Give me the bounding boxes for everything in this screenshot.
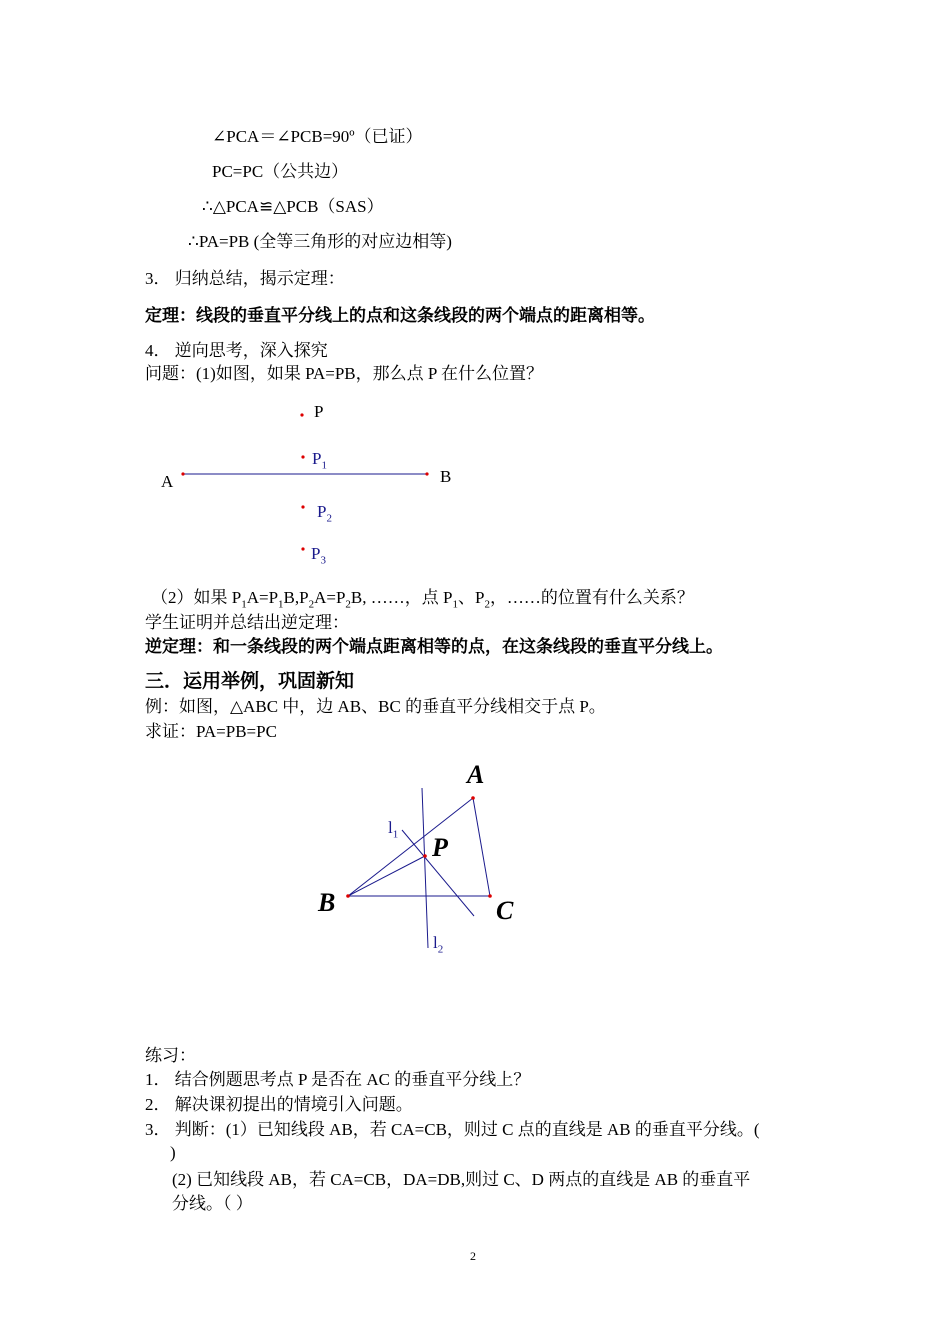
exercise-3: 3． 判断：(1）已知线段 AB，若 CA=CB，则过 C 点的直线是 AB 的垂直平分线。( bbox=[145, 1120, 760, 1139]
exercise-2: 2． 解决课初提出的情境引入问题。 bbox=[145, 1095, 413, 1114]
proof-line-3: ∴△PCA≌△PCB（SAS） bbox=[202, 197, 384, 216]
line-l2 bbox=[422, 788, 428, 948]
exercise-3-paren: ) bbox=[170, 1143, 176, 1162]
side-ac bbox=[473, 798, 490, 896]
label-p3: $P_3$ bbox=[311, 544, 326, 567]
exercise-1: 1． 结合例题思考点 P 是否在 AC 的垂直平分线上？ bbox=[145, 1070, 531, 1089]
point-a bbox=[181, 472, 184, 475]
point-p-tri bbox=[423, 854, 427, 858]
student-proof-note: 学生证明并总结出逆定理： bbox=[145, 613, 349, 632]
step-3-heading: 3． 归纳总结，揭示定理： bbox=[145, 269, 345, 288]
exercise-title: 练习： bbox=[145, 1046, 196, 1065]
theorem-statement: 定理：线段的垂直平分线上的点和这条线段的两个端点的距离相等。 bbox=[145, 306, 655, 325]
exercise-3-part-2: (2) 已知线段 AB，若 CA=CB，DA=DB,则过 C、D 两点的直线是 AB 的垂直平 bbox=[172, 1170, 751, 1189]
question-1: 问题：(1)如图，如果 PA=PB，那么点 P 在什么位置？ bbox=[145, 364, 543, 383]
side-ab bbox=[348, 798, 473, 896]
label-p2: $P_2$ bbox=[317, 502, 332, 525]
page-number: 2 bbox=[470, 1249, 476, 1263]
example-statement: 例：如图，△ABC 中，边 AB、BC 的垂直平分线相交于点 P。 bbox=[145, 697, 606, 716]
label-b: B bbox=[440, 467, 452, 486]
point-b bbox=[425, 472, 428, 475]
point-p2 bbox=[301, 505, 304, 508]
step-4-heading: 4． 逆向思考，深入探究 bbox=[145, 341, 328, 360]
converse-theorem: 逆定理：和一条线段的两个端点距离相等的点，在这条线段的垂直平分线上。 bbox=[145, 637, 723, 656]
point-p1 bbox=[301, 455, 304, 458]
label-a: A bbox=[161, 472, 174, 491]
label-b-tri: B bbox=[318, 888, 336, 917]
proof-line-2: PC=PC（公共边） bbox=[212, 162, 349, 181]
segment-pb bbox=[348, 856, 425, 896]
proof-line-4: ∴PA=PB (全等三角形的对应边相等) bbox=[188, 232, 452, 251]
point-a-tri bbox=[471, 796, 475, 800]
label-l2: $l_2$ bbox=[433, 933, 444, 956]
point-p3 bbox=[301, 547, 304, 550]
label-c-tri: C bbox=[496, 896, 514, 925]
label-p: P bbox=[314, 402, 324, 421]
label-p1: $P_1$ bbox=[312, 449, 327, 472]
label-p-tri: P bbox=[432, 833, 448, 862]
label-a-tri: A bbox=[467, 760, 485, 789]
prove-statement: 求证：PA=PB=PC bbox=[145, 722, 277, 741]
point-p bbox=[300, 413, 303, 416]
proof-line-1: ∠PCA＝∠PCB=90º（已证） bbox=[212, 127, 423, 146]
section-3-heading: 三．运用举例，巩固新知 bbox=[145, 671, 355, 692]
label-l1: $l_1$ bbox=[388, 818, 399, 841]
question-2: （2）如果 $P_1A=P_1B,P_2A=P_2B$, ……，点 $P_1$、$P_2$，……的位置有什么关系？ bbox=[151, 588, 694, 611]
exercise-3-part-2-cont: 分线。（ ） bbox=[172, 1194, 253, 1213]
point-b-tri bbox=[346, 894, 350, 898]
point-c-tri bbox=[488, 894, 492, 898]
